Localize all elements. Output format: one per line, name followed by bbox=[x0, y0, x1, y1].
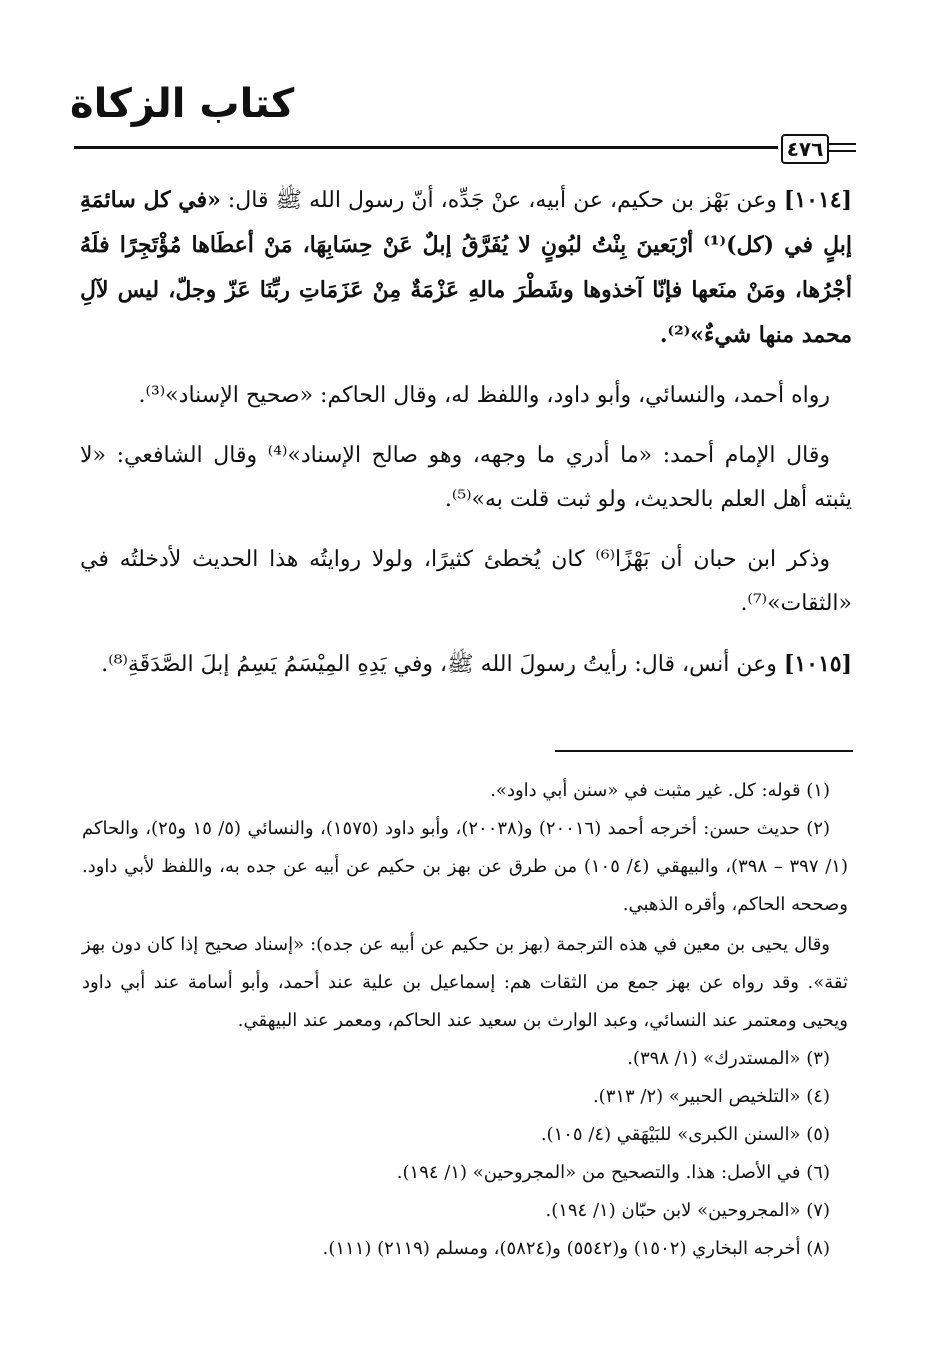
footnotes bbox=[82, 772, 848, 1268]
ibn-hibban-paragraph: وذكر ابن حبان أن بَهْزًا⁽⁶⁾ كان يُخطئ كثيرًا، ولولا روايتُه هذا الحديث لأدخلتُه في «الثقات»⁽⁷⁾. bbox=[80, 547, 852, 616]
main-text bbox=[80, 178, 852, 703]
hadith-number: [١٠١٤] bbox=[783, 187, 852, 213]
footnote-8: (٨) أخرجه البخاري (١٥٠٢) و(٥٥٤٢) و(٥٨٢٤)، ومسلم (٢١١٩) (١١١). bbox=[322, 1238, 830, 1259]
hadith-text: وعن أنس، قال: رأيتُ رسولَ الله ﷺ، وفي يَدِهِ المِيْسَمُ يَسِمُ إبلَ الصَّدَقَةِ⁽⁸⁾. bbox=[101, 652, 784, 677]
footnote-7: (٧) «المجروحين» لابن حبّان (١/ ١٩٤). bbox=[545, 1200, 830, 1221]
footnote-2-continued: وقال يحيى بن معين في هذه الترجمة (بهز بن حكيم عن أبيه عن جده): «إسناد صحيح إذا كان دون بهز ثقة». وقد رواه عن بهز جمع من الثقات هم: إسماعيل بن علية عند أحمد، وأبو أسامة عند أبي داود ويحيى ومعتمر عند النسائي، وعبد الوارث بن سعيد عند الحاكم، ومعمر عند البيهقي. bbox=[82, 934, 848, 1031]
header-rule-right-bottom bbox=[829, 150, 856, 152]
book-title: كتاب الزكاة bbox=[70, 81, 295, 127]
hadith-1015 bbox=[80, 642, 852, 687]
footnote-2: (٢) حديث حسن: أخرجه أحمد (٢٠٠١٦) و(٢٠٠٣٨)، وأبو داود (١٥٧٥)، والنسائي (٥/ ١٥ و٢٥)، والحاكم (١/ ٣٩٧ – ٣٩٨)، والبيهقي (٤/ ١٠٥) من طرق عن بهز بن حكيم عن أبيه عن جده به، واللفظ لأبي داود. وصححه الحاكم، وأقره الذهبي. bbox=[82, 818, 848, 915]
ahmad-shafii-paragraph: وقال الإمام أحمد: «ما أدري ما وجهه، وهو صالح الإسناد»⁽⁴⁾ وقال الشافعي: «لا يثبته أهل العلم بالحديث، ولو ثبت قلت به»⁽⁵⁾. bbox=[80, 443, 852, 512]
footnote-1: (١) قوله: كل. غير مثبت في «سنن أبي داود». bbox=[490, 780, 830, 801]
header-rule-right-top bbox=[829, 143, 856, 145]
hadith-1014 bbox=[80, 178, 852, 358]
footnote-5: (٥) «السنن الكبرى» للبَيْهَقي (٤/ ١٠٥). bbox=[540, 1124, 830, 1145]
hadith-isnad: وعن بَهْز بن حكيم، عن أبيه، عنْ جَدِّه، أنّ رسول الله ﷺ قال: bbox=[220, 188, 784, 213]
hadith-number: [١٠١٥] bbox=[783, 651, 852, 677]
page-number: ٤٧٦ bbox=[781, 134, 829, 164]
header-rule bbox=[74, 146, 778, 149]
footnote-4: (٤) «التلخيص الحبير» (٢/ ٣١٣). bbox=[592, 1086, 830, 1107]
footnote-6: (٦) في الأصل: هذا. والتصحيح من «المجروحين» (١/ ١٩٤). bbox=[396, 1162, 830, 1183]
footnote-separator bbox=[555, 750, 853, 752]
footnote-3: (٣) «المستدرك» (١/ ٣٩٨). bbox=[627, 1048, 830, 1069]
takhrij-paragraph: رواه أحمد، والنسائي، وأبو داود، واللفظ له، وقال الحاكم: «صحيح الإسناد»⁽³⁾. bbox=[138, 383, 830, 408]
hadith-matn: «في كل سائمَةِ إبلٍ في (كل)⁽¹⁾ أرْبَعينَ بِنْتُ لبُونٍ لا يُفَرَّقُ إبلٌ عَنْ حِسَابِهَا، مَنْ أعطَاها مُؤْتَجِرًا فلَهُ أجْرُها، ومَنْ منَعها فإنّا آخذوها وشَطْرَ مالهِ عَزْمَةٌ مِنْ عَزَمَاتِ ربِّنَا عَزّ وجلّ، ليس لآلِ محمد منها شيءٌ»⁽²⁾. bbox=[80, 187, 853, 348]
